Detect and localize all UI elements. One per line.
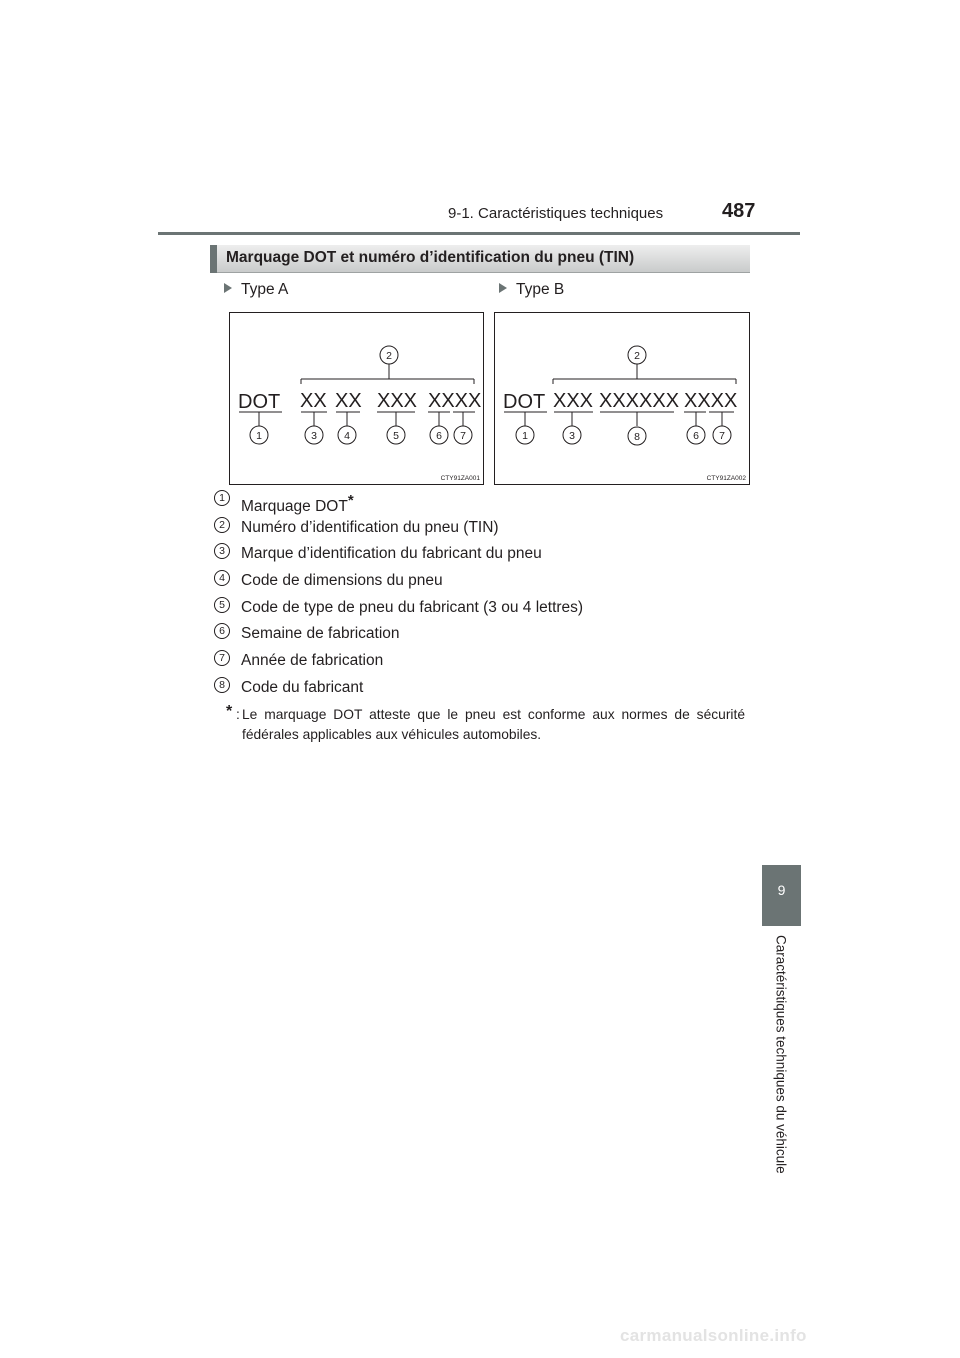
callout-number: 7 bbox=[460, 430, 466, 442]
type-a-label-text: Type A bbox=[241, 281, 289, 298]
legend-item bbox=[214, 676, 754, 703]
code-segment: XX bbox=[300, 390, 327, 412]
callout-number: 3 bbox=[569, 430, 575, 442]
figure-type-b bbox=[494, 312, 750, 485]
legend-text: Code du fabricant bbox=[241, 678, 364, 696]
footnote bbox=[226, 705, 745, 744]
legend-text: Code de type de pneu du fabricant (3 ou 4 lettres) bbox=[241, 598, 584, 616]
code-segment: DOT bbox=[503, 391, 546, 413]
callout-number: 3 bbox=[311, 430, 317, 442]
watermark: carmanualsonline.info bbox=[620, 1326, 807, 1345]
legend-item bbox=[214, 622, 754, 649]
code-segment: DOT bbox=[238, 391, 281, 413]
section-heading bbox=[210, 245, 750, 273]
callout-number: 6 bbox=[693, 430, 699, 442]
legend-number: 1 bbox=[214, 490, 230, 506]
section-heading-bar bbox=[210, 245, 217, 273]
callout-number: 1 bbox=[256, 430, 262, 442]
figure-type-a bbox=[229, 312, 484, 485]
type-b-label bbox=[499, 281, 564, 299]
running-header-section: 9-1. Caractéristiques techniques bbox=[448, 205, 664, 222]
legend-text: Marque d’identification du fabricant du pneu bbox=[241, 545, 542, 563]
legend-text: Semaine de fabrication bbox=[241, 625, 400, 643]
legend-item bbox=[214, 516, 754, 543]
legend-text: Numéro d’identification du pneu (TIN) bbox=[241, 518, 499, 536]
page-number: 487 bbox=[722, 200, 756, 222]
code-segment: XXXXXX bbox=[599, 390, 680, 412]
footnote-colon: : bbox=[236, 707, 240, 722]
legend-text-wrap bbox=[241, 489, 354, 516]
code-segment: XXX bbox=[553, 390, 594, 412]
legend-number: 2 bbox=[214, 517, 230, 533]
legend-text: Code de dimensions du pneu bbox=[241, 572, 443, 590]
callout-number: 2 bbox=[634, 350, 640, 362]
section-heading-text: Marquage DOT et numéro d’identification du pneu (TIN) bbox=[226, 249, 635, 266]
code-segment: XX bbox=[335, 390, 362, 412]
callout-number: 7 bbox=[719, 430, 725, 442]
type-b-label-text: Type B bbox=[516, 281, 565, 298]
legend-number: 7 bbox=[214, 650, 230, 666]
callout-number: 4 bbox=[344, 430, 350, 442]
legend-item bbox=[214, 649, 754, 676]
code-segment: XXXX bbox=[684, 390, 738, 412]
legend-number: 6 bbox=[214, 623, 230, 639]
legend-text: Marquage DOT bbox=[241, 498, 348, 515]
chapter-side-label-text: Caractéristiques techniques du véhicule bbox=[773, 935, 789, 1174]
footnote-text: Le marquage DOT atteste que le pneu est conforme aux normes de sécurité fédérales applicables aux véhicules automobiles. bbox=[242, 707, 745, 742]
callout-number: 6 bbox=[436, 430, 442, 442]
header-rule bbox=[158, 232, 800, 235]
legend-item bbox=[214, 489, 754, 516]
legend-item bbox=[214, 569, 754, 596]
triangle-bullet-icon bbox=[224, 283, 232, 293]
figure-id: CTY91ZA002 bbox=[706, 475, 746, 482]
triangle-bullet-icon bbox=[499, 283, 507, 293]
legend-text: Année de fabrication bbox=[241, 652, 384, 670]
legend-number: 4 bbox=[214, 570, 230, 586]
callout-number: 2 bbox=[386, 350, 392, 362]
legend-number: 8 bbox=[214, 677, 230, 693]
type-a-label bbox=[224, 281, 288, 299]
legend-item bbox=[214, 596, 754, 623]
legend-list bbox=[214, 489, 754, 703]
callout-number: 1 bbox=[522, 430, 528, 442]
legend-number: 5 bbox=[214, 597, 230, 613]
footnote-marker: * bbox=[347, 492, 354, 509]
legend-number: 3 bbox=[214, 543, 230, 559]
code-segment: XXX bbox=[377, 390, 418, 412]
chapter-tab-number: 9 bbox=[777, 882, 786, 898]
callout-number: 5 bbox=[393, 430, 399, 442]
callout-number: 8 bbox=[634, 431, 640, 443]
legend-item bbox=[214, 542, 754, 569]
footnote-asterisk: * bbox=[226, 703, 233, 720]
code-segment: XXXX bbox=[428, 390, 482, 412]
figure-id: CTY91ZA001 bbox=[440, 475, 480, 482]
